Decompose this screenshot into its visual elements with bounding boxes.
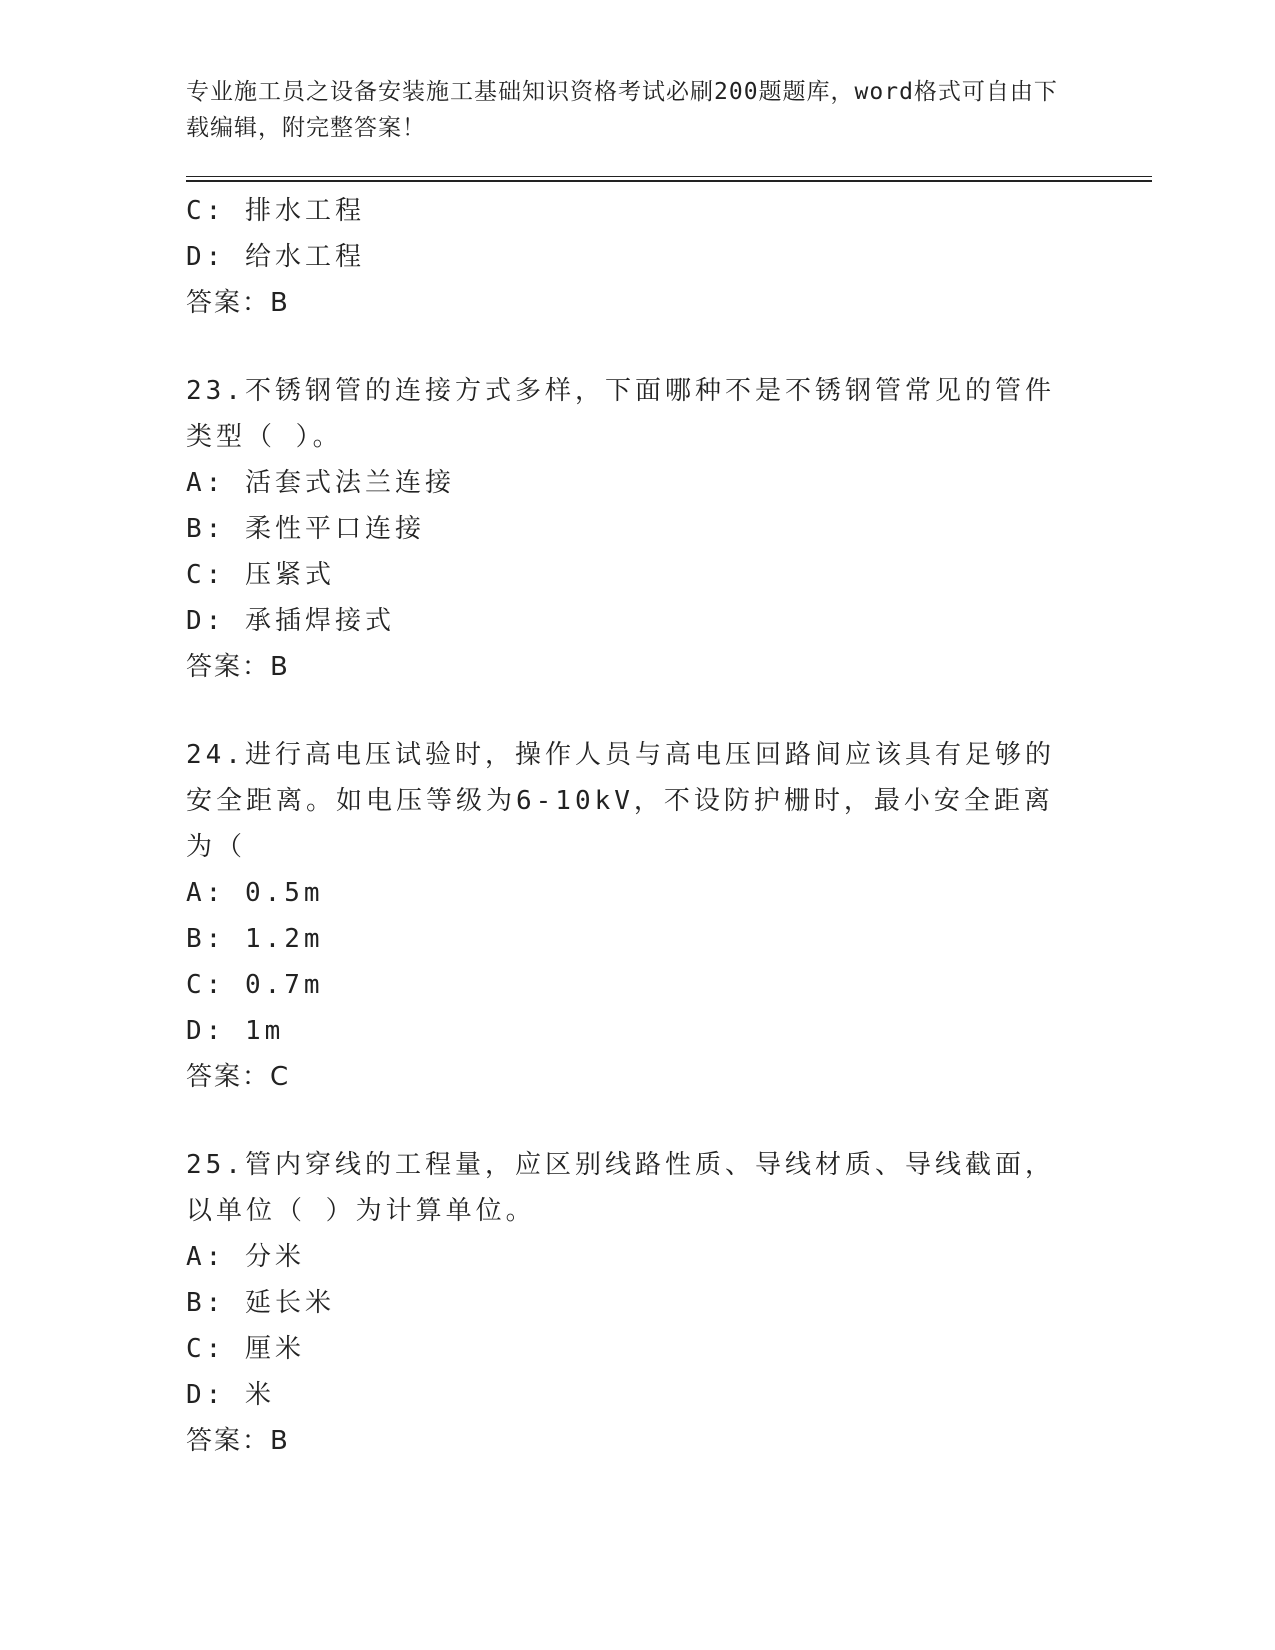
option-a: A: 0.5m [186,878,324,908]
answer-line: 答案：B [186,1426,290,1456]
question-23 [186,368,1086,690]
answer-line: 答案：B [186,288,290,318]
question-text: 24.进行高电压试验时，操作人员与高电压回路间应该具有足够的安全距离。如电压等级为6-10kV，不设防护栅时，最小安全距离为（ [186,740,1055,862]
question-text: 25.管内穿线的工程量，应区别线路性质、导线材质、导线截面，以单位（ ）为计算单位。 [186,1150,1055,1226]
option-c: C: 压紧式 [186,560,335,590]
question-25 [186,1142,1086,1464]
document-header: 专业施工员之设备安装施工基础知识资格考试必刷200题题库，word格式可自由下载编辑，附完整答案！ [186,79,1058,141]
option-d: D: 给水工程 [186,242,365,272]
previous-question-tail [186,188,1086,326]
option-b: B: 延长米 [186,1288,335,1318]
option-d: D: 米 [186,1380,275,1410]
question-24 [186,732,1086,1100]
option-a: A: 活套式法兰连接 [186,468,455,498]
answer-line: 答案：B [186,652,290,682]
option-a: A: 分米 [186,1242,305,1272]
option-c: C: 厘米 [186,1334,305,1364]
option-b: B: 1.2m [186,924,324,954]
header-divider-thin [186,176,1152,177]
option-d: D: 承插焊接式 [186,606,395,636]
option-d: D: 1m [186,1016,285,1046]
option-c: C: 排水工程 [186,196,365,226]
option-c: C: 0.7m [186,970,324,1000]
question-text: 23.不锈钢管的连接方式多样，下面哪种不是不锈钢管常见的管件类型（ ）。 [186,376,1055,452]
document-body [186,188,1086,1464]
option-b: B: 柔性平口连接 [186,514,425,544]
answer-line: 答案：C [186,1062,291,1092]
header-divider-thick [186,180,1152,182]
